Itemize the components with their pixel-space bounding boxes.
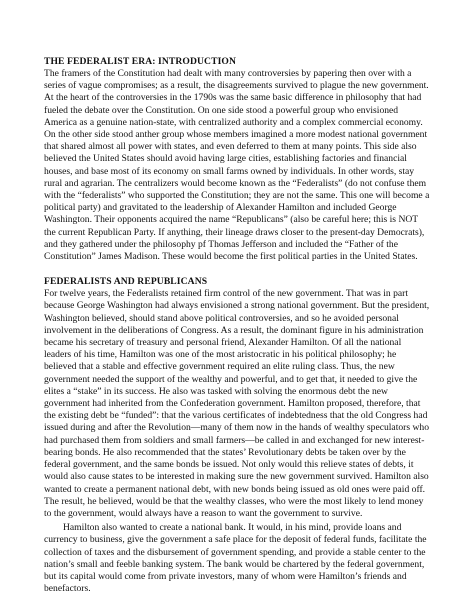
paragraph: For twelve years, the Federalists retained firm control of the new government. That was in part because George Washington had always envisioned a strong national government. But the president, Washington believed, should stand above political controversies, and so he avoided personal involvement in the deliberations of Congress. As a result, the dominant figure in his administration became his secretary of treasury and personal friend, Alexander Hamilton. Of all the national leaders of his time, Hamilton was one of the most aristocratic in his political philosophy; he believed that a stable and effective government required an elite ruling class. Thus, the new government needed the support of the wealthy and powerful, and to get that, it needed to give the elites a “stake” in its success. He also was tasked with solving the enormous debt the new government had inherited from the Confederation government. Hamilton proposed, therefore, that the existing debt be “funded”: that the various certificates of indebtedness that the old Congress had issued during and after the Revolution—many of them now in the hands of wealthy speculators who had purchased them from soldiers and small farmers—be called in and exchanged for new interest-bearing bonds. He also recommended that the states’ Revolutionary debts be taken over by the federal government, and the same bonds be issued. Not only would this relieve states of debts, it would also cause states to be interested in making sure the new government survived. Hamilton also wanted to create a permanent national debt, with new bonds being issued as old ones were paid off. The result, he believed, would be that the wealthy classes, who were the most likely to lend money to the government, would always have a reason to want the government to survive. (44, 288, 430, 519)
paragraph: The framers of the Constitution had dealt with many controversies by papering then over with a series of vague compromises; as a result, the disagreements survived to plague the new government. At the heart of the controversies in the 1790s was the same basic difference in philosophy that had fueled the debate over the Constitution. On one side stood a powerful group who envisioned America as a genuine nation-state, with centralized authority and a complex commercial economy. On the other side stood anther group whose members imagined a more modest national government that shared almost all power with states, and even deferred to them at many points. This side also believed the United States should avoid having large cities, establishing factories and financial houses, and base most of its economy on small farms owned by individuals. In other words, stay rural and agrarian. The centralizers would become known as the “Federalists” (do not confuse them with the “federalists” who supported the Constitution; they are not the same. This one will become a political party) and gravitated to the leadership of Alexander Hamilton and included George Washington. Their opponents acquired the name “Republicans” (also be careful here; this is NOT the current Republican Party. If anything, their lineage draws closer to the present-day Democrats), and they gathered under the philosophy pf Thomas Jefferson and included the “Father of the Constitution” James Madison. These would become the first political parties in the United States. (44, 68, 430, 263)
section-heading: THE FEDERALIST ERA: INTRODUCTION (44, 56, 237, 67)
section-heading: FEDERALISTS AND REPUBLICANS (44, 276, 208, 288)
paragraph: Hamilton also wanted to create a national bank. It would, in his mind, provide loans and currency to business, give the government a safe place for the deposit of federal funds, facilitate the collection of taxes and the disbursement of government spending, and provide a stable center to the nation’s small and feeble banking system. The bank would be chartered by the federal government, but its capital would come from private investors, many of whom were Hamilton’s friends and benefactors. (44, 522, 427, 595)
section-federalists-and-republicans (44, 276, 430, 595)
section-introduction (44, 56, 430, 263)
